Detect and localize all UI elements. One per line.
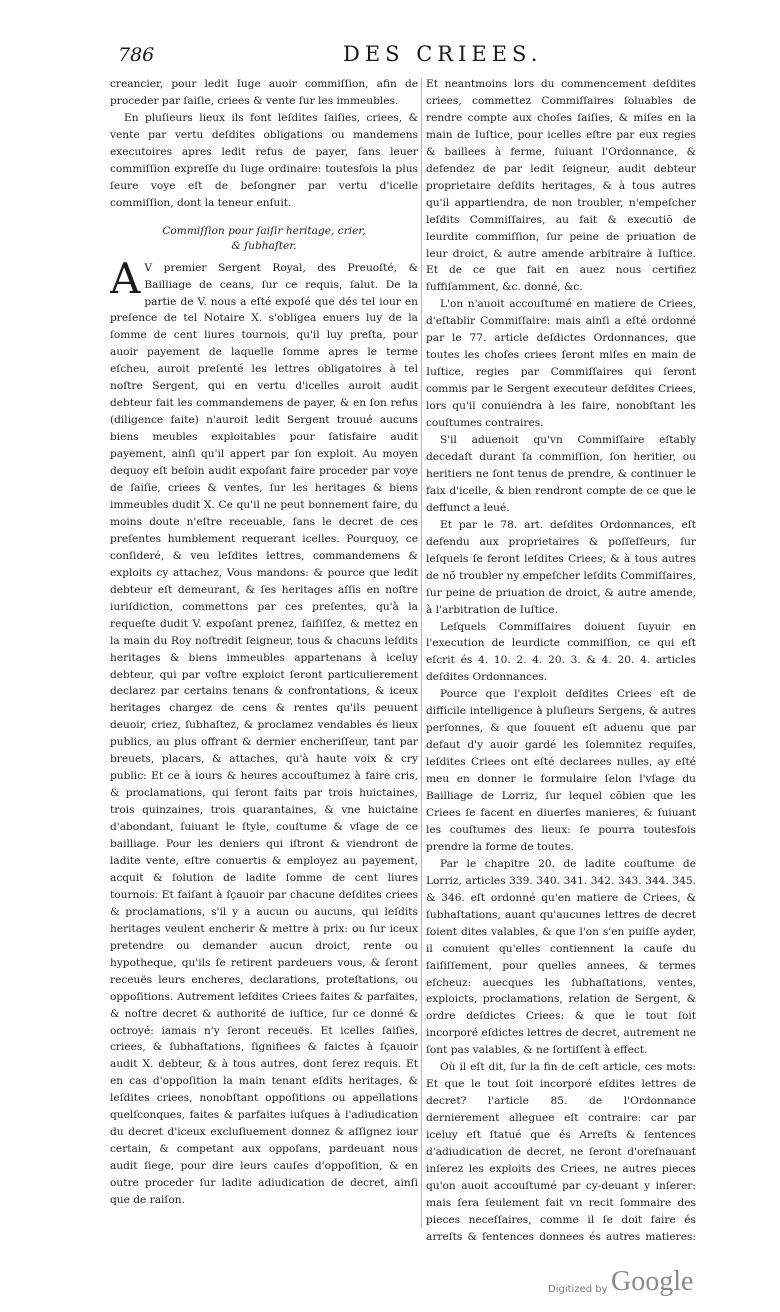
right-paragraph-8: Où il eſt dit, ſur la fin de ceſt article, ces mots: Et que le tout ſoit incorporé eſdites lettres de decret? l'article 85. de l'Ordonnance dernierement alleguee eſt contraire: car par iceluy eſt ſtatué que és Arreſts & ſentences d'adiudication de decret, ne ſeront d'oreſnauant inſerez les exploits des Criees, ne autres pieces qu'on auoit accouſtumé par cy-deuant y inſerer: mais ſera ſeulement fait vn recit ſommaire des pieces neceſſaires, comme il ſe doit faire és arreſts & ſentences donnees és autres matieres: <box>426 1061 696 1243</box>
commission-letter-text <box>110 253 418 1209</box>
page-number: 786 <box>118 44 155 66</box>
right-column <box>426 76 696 1244</box>
drop-cap-letter: A <box>110 253 141 303</box>
google-logo: Google <box>611 1266 694 1297</box>
right-paragraph-1: Et neantmoins lors du commencement deſdites criees, commettez Commiſſaires ſoluables de rendre compte aux choſes ſaiſies, & miſes en la main de Iuſtice, pour icelles eſtre par eux regies & baillees à ferme, ſuiuant l'Ordonnance, & defendez de par ledit ſeigneur, audit debteur proprietaire deſdits heritages, & à tous autres qu'il appartiendra, de non troubler, n'empeſcher leſdits Commiſſaires, au fait & executiõ de leurdite commiſſion, ſur peine de priuation de leur droict, & autre amende arbitraire à Iuſtice. Et de ce que fait en auez nous certifiez ſuffiſamment, &c. donné, &c. <box>426 78 696 294</box>
left-column <box>110 76 418 1244</box>
digitization-watermark <box>548 1266 708 1300</box>
digitized-by-text: Digitized by <box>548 1284 608 1295</box>
section-heading <box>110 224 418 254</box>
left-paragraph-2: En pluſieurs lieux ils font leſdites ſaiſies, criees, & vente par vertu deſdites obligations ou mandemens executoires apres ledit refus de payer, ſans leuer commiſſion expreſſe du Iuge ordinaire: toutesfois la plus ſeure voye eſt de beſongner par vertu d'icelle commiſſion, dont la teneur enſuit. <box>110 111 418 209</box>
right-paragraph-2: L'on n'auoit accouſtumé en matiere de Criees, d'eſtablir Commiſſaire: mais ainſi a eſté ordonné par le 77. article deſdictes Ordonnances, que toutes les choſes criees ſeront miſes en main de Iuſtice, regies par Commiſſaires qui ſeront commis par le Sergent executeur deſdites Criees, lors qu'il conuiendra à les faire, nonobſtant les couſtumes contraires. <box>426 298 696 430</box>
page-header <box>118 44 693 68</box>
commission-letter-body: V premier Sergent Royal, des Preuoſté, & Bailliage de ceans, ſur ce requis, ſalut. De la partie de V. nous a eſté expoſé que dés tel iour en preſence de tel Notaire X. s'obligea enuers luy de la ſomme de cent liures tournois, qu'il luy preſta, pour auoir payement de laquelle ſomme apres le terme eſcheu, auroit preſenté les lettres obligatoires à tel noſtre Sergent, qui en vertu d'icelles auroit audit debteur fait les commandemens de payer, & en ſon refus (diligence faite) n'auroit ledit Sergent trouué aucuns biens meubles exploitables pour ſatisfaire audit payement, ainſi qu'il appert par ſon exploit. Au moyen dequoy eſt beſoin audit expoſant faire proceder par voye de ſaiſie, criees & ventes, ſur les heritages & biens immeubles dudit X. Ce qu'il ne peut bonnement faire, du moins doute n'eſtre receuable, ſans le decret de ces preſentes humblement requerant icelles. Pourquoy, ce conſideré, & veu leſdites lettres, commandemens & exploits cy attachez, Vous mandons: & pource que ledit debteur eſt demeurant, & ſes heritages aſſis en noſtre iuriſdiction, commettons par ces preſentes, qu'à la requeſte dudit V. expoſant prenez, ſaiſiſſez, & mettez en la main du Roy noſtredit ſeigneur, tous & chacuns leſdits heritages & biens immeubles appartenans à iceluy debteur, qui par voſtre exploict ſeront particulierement declarez par certains tenans & confrontations, & iceux heritages chargez de cens & rentes qu'ils peuuent deuoir, criez, ſubhaſtez, & proclamez vendables és lieux publics, au plus offrant & dernier encheriſſeur, tant par breuets, placars, & attaches, qu'à haute voix & cry public: Et ce à iours & heures accouſtumez à faire cris, & proclamations, qui ſeront faits par trois huictaines, trois quinzaines, trois quarantaines, & vne huictaine d'abondant, ſuiuant le ſtyle, couſtume & vſage de ce bailliage. Pour les deniers qui iſtront & viendront de ladite vente, eſtre conuertis & employez au payement, acquit & ſolution de ladite ſomme de cent liures tournois. Et faiſant à ſçauoir par chacune deſdites criees & proclamations, s'il y a aucun ou aucuns, qui leſdits heritages veulent encherir & mettre à prix: ou ſur iceux pretendre ou demander aucun droict, rente ou hypotheque, qu'ils ſe retirent pardeuers vous, & ſeront receuës leurs encheres, declarations, proteſtations, ou oppoſitions. Autrement leſdites Criees faites & parfaites, & noſtre decret & authorité de iuſtice, ſur ce donné & octroyé: iamais n'y ſeront receuës. Et icelles ſaiſies, criees, & ſubhaſtations, ſignifiees & faictes à ſçauoir audit X. debteur, & à tous autres, dont ſerez requis. Et en cas d'oppoſition la main tenant eſdits heritages, & leſdites criees, nonobſtant oppoſitions ou appellations quelſconques, faites & parfaites iuſques à l'adiudication du decret d'iceux excluſiuement donnez & aſſignez iour certain, & competant aux oppoſans, pardeuant nous audit ſiege, pour dire leurs cauſes d'oppoſition, & en outre proceder ſur ladite adiudication de decret, ainſi que de raiſon. <box>110 261 418 1207</box>
column-divider <box>421 78 422 1228</box>
right-paragraph-4: Et par le 78. art. deſdites Ordonnances, eſt defendu aux proprietaires & poſſeſſeurs, ſur leſquels ſe feront leſdites Criees, & à tous autres de nõ troubler ny empeſcher leſdits Commiſſaires, ſur peine de priuation de droict, & autre amende, à l'arbitration de Iuſtice. <box>426 518 696 616</box>
right-paragraph-3: S'il aduenoit qu'vn Commiſſaire eſtably decedaſt durant ſa commiſſion, ſon heritier, ou heritiers ne ſont tenus de prendre, & continuer le faix d'icelle, & bien rendront compte de ce que le deffunct a leué. <box>426 434 696 514</box>
section-heading-line-2: & ſubhaſter. <box>231 239 297 252</box>
section-heading-line-1: Commiſſion pour ſaiſir heritage, crier, <box>162 224 366 237</box>
right-paragraph-7: Par le chapitre 20. de ladite couſtume de Lorriz, articles 339. 340. 341. 342. 343. 344. 345. & 346. eſt ordonné qu'en matiere de Criees, & ſubhaſtations, auant qu'aucunes lettres de decret ſoient dites valables, & que l'on s'en puiſſe ayder, il conuient qu'elles contiennent la cauſe du ſaiſiſſement, pour quelles annees, & termes eſcheuz: auecques les ſubhaſtations, ventes, exploicts, proclamations, relation de Sergent, & ordre deſdictes Criees: & que le tout ſoit incorporé eſdictes lettres de decret, autrement ne ſont pas valables, & ne ſortiſſent à effect. <box>426 857 696 1057</box>
running-title: DES CRIEES. <box>343 42 543 66</box>
right-paragraph-5: Leſquels Commiſſaires doiuent ſuyuir en l'execution de leurdicte commiſſion, ce qui eſt eſcrit és 4. 10. 2. 4. 20. 3. & 4. 20. 4. articles deſdites Ordonnances. <box>426 620 696 684</box>
left-paragraph-1: creancier, pour ledit Iuge auoir commiſſion, afin de proceder par ſaiſie, criees & vente ſur les immeubles. <box>110 78 418 107</box>
right-paragraph-6: Pource que l'exploit deſdites Criees eſt de difficile intelligence à pluſieurs Sergens, & autres perſonnes, & que ſouuent eſt aduenu que par defaut d'y auoir gardé les ſolemnitez requiſes, leſdites Criees ont eſté declarees nulles, ay eſté meu en donner le formulaire ſelon l'vſage du Bailliage de Lorriz, ſur lequel cõbien que les Criees ſe facent en diuerſes manieres, & ſuiuant les couſtumes des lieux: ſe pourra toutesfois prendre la forme de toutes. <box>426 688 696 853</box>
